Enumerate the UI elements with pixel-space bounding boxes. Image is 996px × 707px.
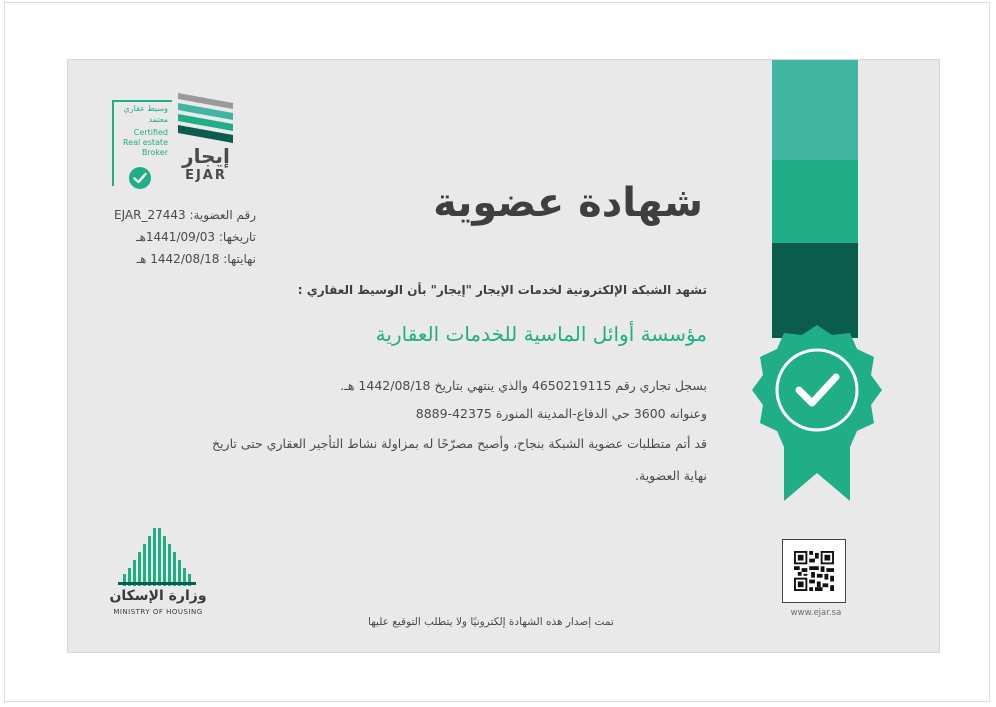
membership-number: رقم العضوية: EJAR_27443 — [114, 208, 256, 222]
certificate-intro: تشهد الشبكة الإلكترونية لخدمات الإيجار "إيجار" بأن الوسيط العقاري : — [297, 283, 707, 297]
ejar-arabic-logotype: إيجار — [182, 144, 230, 168]
company-name: مؤسسة أوائل الماسية للخدمات العقارية — [375, 322, 707, 346]
certificate-title: شهادة عضوية — [433, 180, 703, 226]
badge-english-line1: Certified — [133, 128, 168, 137]
certificate — [67, 59, 940, 653]
seal-check-icon — [744, 323, 890, 503]
ministry-arabic-name: وزارة الإسكان — [109, 588, 207, 604]
membership-end-date: نهايتها: 1442/08/18 هـ — [136, 252, 256, 266]
badge-english-line3: Broker — [141, 148, 168, 157]
authorization-line: قد أتم متطلبات عضوية الشبكة بنجاح، وأصبح مصرّحًا له بمزاولة نشاط التأجير العقاري حتى تاريخ — [212, 436, 707, 451]
address-line: وعنوانه 3600 حي الدفاع-المدينة المنورة 42375-8889 — [415, 406, 707, 421]
page-frame — [4, 2, 990, 702]
certified-broker-badge — [112, 100, 172, 186]
badge-english-line2: Real estate — [123, 138, 168, 147]
ejar-english-logotype: EJAR — [185, 168, 227, 183]
ribbon-band-mid — [772, 160, 858, 255]
website-url[interactable]: www.ejar.sa — [790, 608, 842, 618]
ribbon-band-light — [772, 60, 858, 160]
electronic-issue-note: تمت إصدار هذه الشهادة إلكترونيًا ولا يتطلب التوقيع عليها — [368, 616, 614, 628]
qr-code[interactable] — [782, 539, 846, 603]
qr-code-icon — [794, 551, 834, 591]
badge-arabic-line1: وسيط عقاري — [123, 104, 168, 113]
badge-arabic-line2: معتمد — [148, 115, 168, 124]
ejar-logo-icon — [173, 93, 233, 145]
commercial-record-line: بسجل تجاري رقم 4650219115 والذي ينتهي بتاريخ 1442/08/18 هـ. — [340, 378, 707, 393]
authorization-line-end: نهاية العضوية. — [635, 468, 707, 483]
membership-date: تاريخها: 1441/09/03هـ — [136, 230, 256, 244]
check-circle-icon — [128, 166, 152, 190]
ministry-english-name: MINISTRY OF HOUSING — [113, 608, 203, 616]
ministry-of-housing-logo-icon — [112, 526, 202, 590]
